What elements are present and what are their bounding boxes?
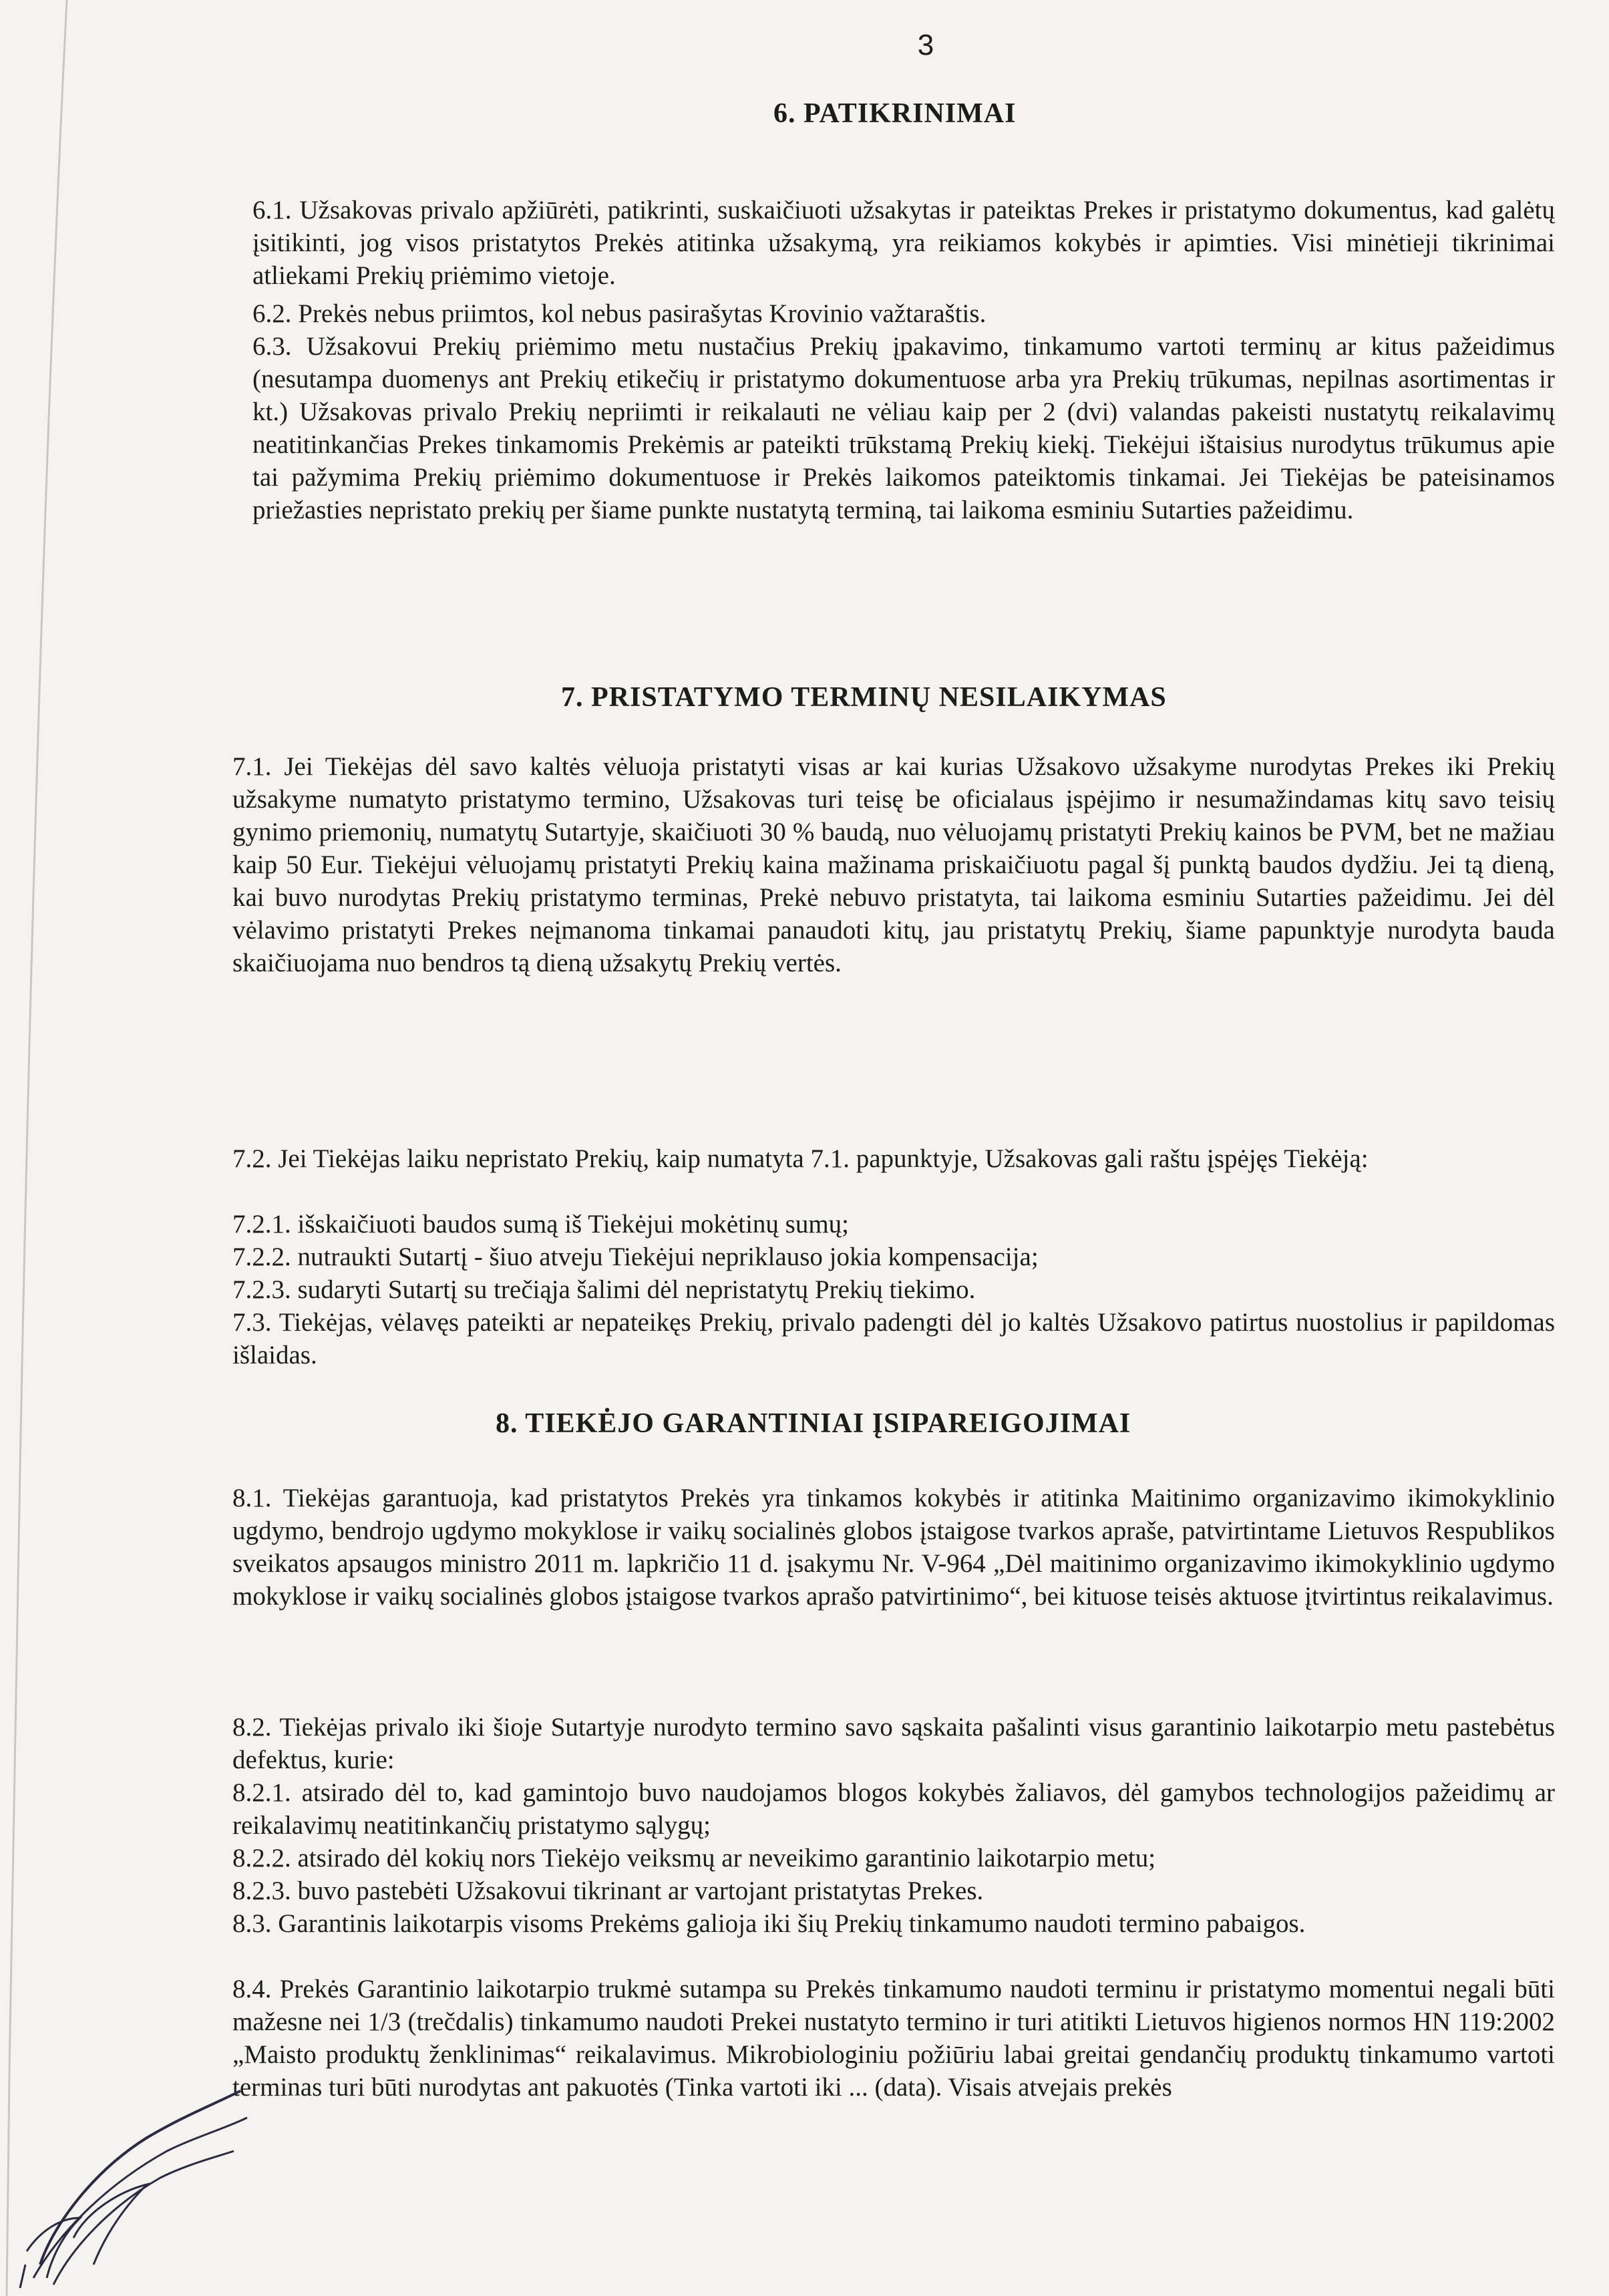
scan-margin-line — [0, 0, 80, 2296]
paragraph-7-1: 7.1. Jei Tiekėjas dėl savo kaltės vėluoja pristatyti visas ar kai kurias Užsakovo užsakyme nurodytas Prekes iki Prekių užsakyme numatyto pristatymo termino, Užsakovas turi teisę be oficialaus įspėjimo ir nesumažindamas kitų savo teisių gynimo priemonių, numatytų Sutartyje, skaičiuoti 30 % baudą, nuo vėluojamų pristatyti Prekių kainos be PVM, bet ne mažiau kaip 50 Eur. Tiekėjui vėluojamų pristatyti Prekių kaina mažinama priskaičiuotu pagal šį punktą baudos dydžiu. Jei tą dieną, kai buvo nurodytas Prekių pristatymo terminas, Prekė nebuvo pristatyta, tai laikoma esminiu Sutarties pažeidimu. Jei dėl vėlavimo pristatyti Prekes neįmanoma tinkamai panaudoti kitų, jau pristatytų Prekių, šiame papunktyje nurodyta bauda skaičiuojama nuo bendros tą dieną užsakytų Prekių vertės. — [232, 752, 1555, 977]
paragraph-8-2-1: 8.2.1. atsirado dėl to, kad gamintojo buvo naudojamos blogos kokybės žaliavos, dėl gamybos technologijos pažeidimų ar reikalavimų neatitinkančių pristatymo sąlygų; — [232, 1778, 1555, 1840]
paragraph-6-3: 6.3. Užsakovui Prekių priėmimo metu nustačius Prekių įpakavimo, tinkamumo vartoti terminų ar kitus pažeidimus (nesutampa duomenys ant Prekių etikečių ir pristatymo dokumentuose arba yra Prekių trūkumas, nepilnas asortimentas ir kt.) Užsakovas privalo Prekių nepriimti ir reikalauti ne vėliau kaip per 2 (dvi) valandas pakeisti nustatytų reikalavimų neatitinkančias Prekes tinkamomis Prekėmis ar pateikti trūkstamą Prekių kiekį. Tiekėjui ištaisius nurodytus trūkumus apie tai pažymima Prekių priėmimo dokumentuose ir Prekės laikomos pateiktomis tinkamai. Jei Tiekėjas be pateisinamos priežasties nepristato prekių per šiame punkte nustatytą terminą, tai laikoma esminiu Sutarties pažeidimu. — [252, 332, 1555, 524]
paragraph-7-2: 7.2. Jei Tiekėjas laiku nepristato Prekių, kaip numatyta 7.1. papunktyje, Užsakovas gali raštu įspėjęs Tiekėją: — [232, 1144, 1369, 1173]
section-7-heading: 7. PRISTATYMO TERMINŲ NESILAIKYMAS — [561, 682, 1167, 713]
paragraph-7-2-3: 7.2.3. sudaryti Sutartį su trečiąja šalimi dėl nepristatytų Prekių tiekimo. — [232, 1275, 976, 1304]
paragraph-7-2-1: 7.2.1. išskaičiuoti baudos sumą iš Tiekėjui mokėtinų sumų; — [232, 1210, 850, 1239]
paragraph-8-2-3: 8.2.3. buvo pastebėti Užsakovui tikrinant ar vartojant pristatytas Prekes. — [232, 1876, 984, 1905]
paragraph-6-2: 6.2. Prekės nebus priimtos, kol nebus pasirašytas Krovinio važtaraštis. — [252, 299, 987, 328]
paragraph-6-1: 6.1. Užsakovas privalo apžiūrėti, patikrinti, suskaičiuoti užsakytas ir pateiktas Prekes ir pristatymo dokumentus, kad galėtų įsitikinti, jog visos pristatytos Prekės atitinka užsakymą, yra reikiamos kokybės ir apimties. Visi minėtieji tikrinimai atliekami Prekių priėmimo vietoje. — [252, 196, 1555, 290]
paragraph-7-2-2: 7.2.2. nutraukti Sutartį - šiuo atveju Tiekėjui nepriklauso jokia kompensacija; — [232, 1243, 1039, 1271]
page-number: 3 — [917, 29, 934, 61]
section-8-heading: 8. TIEKĖJO GARANTINIAI ĮSIPAREIGOJIMAI — [496, 1408, 1131, 1439]
section-6-heading: 6. PATIKRINIMAI — [773, 98, 1017, 129]
paragraph-7-3: 7.3. Tiekėjas, vėlavęs pateikti ar nepateikęs Prekių, privalo padengti dėl jo kaltės Užsakovo patirtus nuostolius ir papildomas išlaidas. — [232, 1308, 1555, 1369]
paragraph-8-2-2: 8.2.2. atsirado dėl kokių nors Tiekėjo veiksmų ar neveikimo garantinio laikotarpio metu; — [232, 1844, 1156, 1872]
paragraph-8-4: 8.4. Prekės Garantinio laikotarpio trukmė sutampa su Prekės tinkamumo naudoti terminu ir pristatymo momentui negali būti mažesne nei 1/3 (trečdalis) tinkamumo naudoti Prekei nustatyto termino ir turi atitikti Lietuvos higienos normos HN 119:2002 „Maisto produktų ženklinimas“ reikalavimus. Mikrobiologiniu požiūriu labai greitai gendančių produktų tinkamumo vartoti terminas turi būti nurodytas ant pakuotės (Tinka vartoti iki ... (data). Visais atvejais prekės — [232, 1975, 1555, 2102]
handwritten-signature — [13, 2064, 254, 2291]
paragraph-8-3: 8.3. Garantinis laikotarpis visoms Prekėms galioja iki šių Prekių tinkamumo naudoti termino pabaigos. — [232, 1909, 1306, 1938]
paragraph-8-2: 8.2. Tiekėjas privalo iki šioje Sutartyje nurodyto termino savo sąskaita pašalinti visus garantinio laikotarpio metu pastebėtus defektus, kurie: — [232, 1713, 1555, 1774]
paragraph-8-1: 8.1. Tiekėjas garantuoja, kad pristatytos Prekės yra tinkamos kokybės ir atitinka Maitinimo organizavimo ikimokyklinio ugdymo, bendrojo ugdymo mokyklose ir vaikų socialinės globos įstaigose tvarkos apraše, patvirtintame Lietuvos Respublikos sveikatos apsaugos ministro 2011 m. lapkričio 11 d. įsakymu Nr. V-964 „Dėl maitinimo organizavimo ikimokyklinio ugdymo mokyklose ir vaikų socialinės globos įstaigose tvarkos aprašo patvirtinimo“, bei kituose teisės aktuose įtvirtintus reikalavimus. — [232, 1484, 1555, 1611]
